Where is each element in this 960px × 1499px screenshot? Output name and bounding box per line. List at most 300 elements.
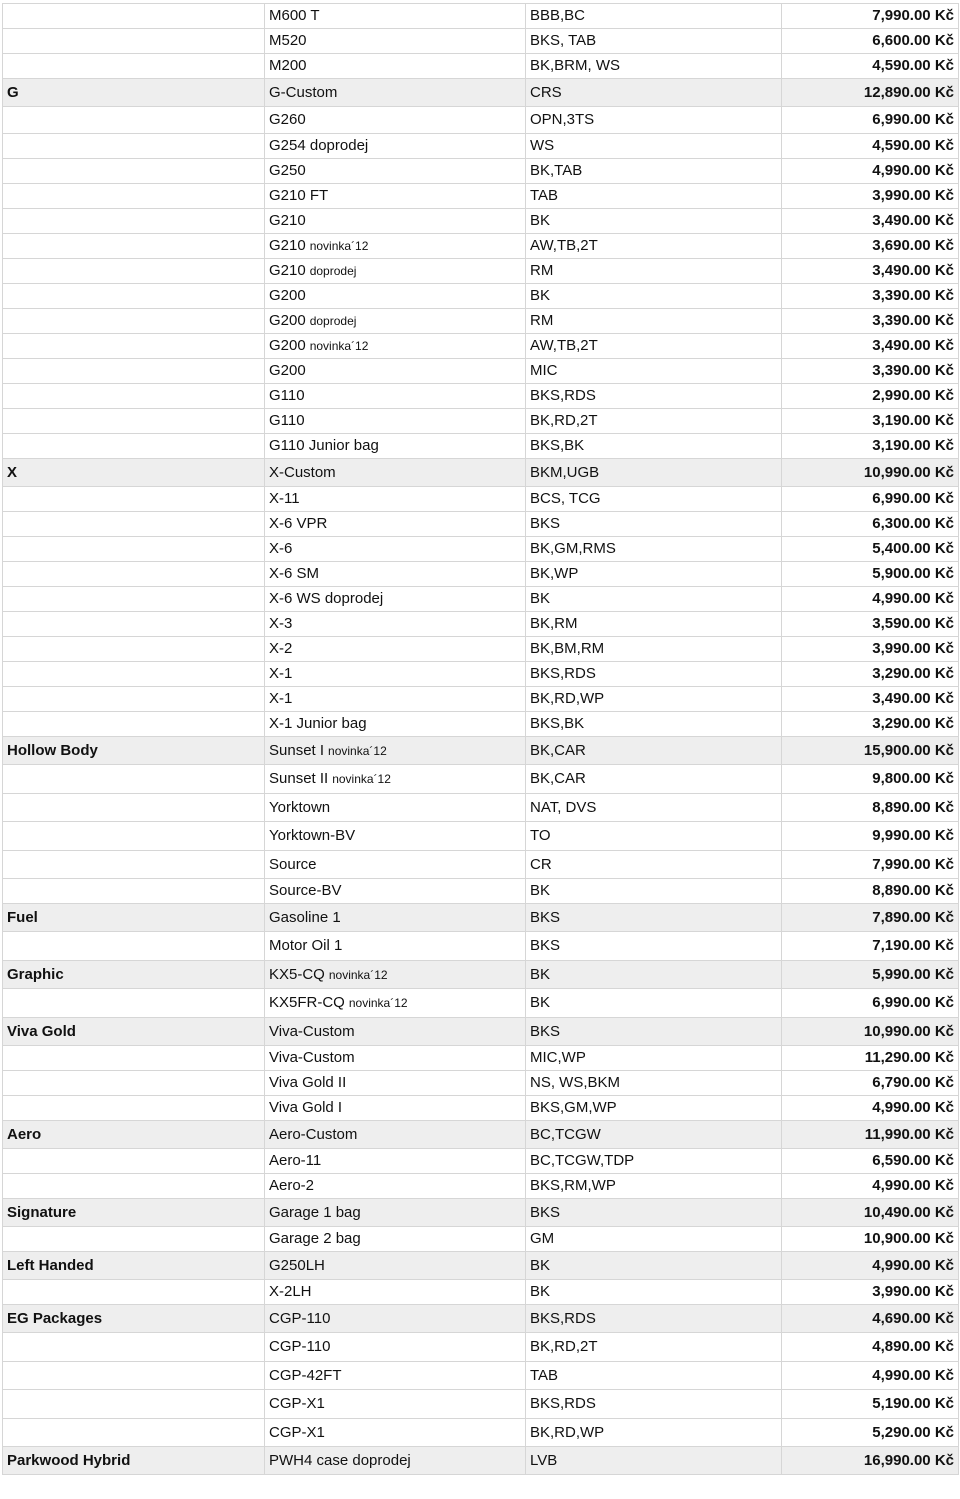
- price-cell: [782, 54, 959, 79]
- price-value: 11,290.00: [864, 1049, 931, 1066]
- color-codes-cell: BKS: [526, 1018, 782, 1046]
- currency-label: Kč: [934, 937, 954, 954]
- category-label-hollow-body: Hollow Body: [3, 737, 265, 765]
- color-codes-cell: BKS: [526, 932, 782, 961]
- color-codes-cell: BK: [526, 879, 782, 904]
- model-cell: [265, 4, 526, 29]
- color-codes-cell: BK,BRM, WS: [526, 54, 782, 79]
- price-value: 3,190.00: [872, 437, 931, 454]
- currency-label: Kč: [934, 57, 954, 74]
- price-cell: [782, 1280, 959, 1305]
- price-value: 3,390.00: [872, 312, 931, 329]
- color-codes-cell: RM: [526, 309, 782, 334]
- price-cell: [782, 737, 959, 765]
- model-cell: [265, 184, 526, 209]
- model-name: X-6 WS doprodej: [269, 590, 384, 607]
- category-cell-empty: [3, 1071, 265, 1096]
- model-name: Aero-11: [269, 1152, 322, 1169]
- price-cell: [782, 184, 959, 209]
- price-value: 7,990.00: [872, 855, 931, 873]
- price-value: 10,990.00: [863, 1022, 931, 1040]
- table-row: [3, 612, 959, 637]
- table-row: [3, 1280, 959, 1305]
- model-cell: [265, 54, 526, 79]
- model-name: Source: [269, 855, 317, 873]
- table-row: [3, 434, 959, 459]
- color-codes-cell: MIC: [526, 359, 782, 384]
- model-cell: [265, 359, 526, 384]
- price-value: 3,390.00: [872, 287, 931, 304]
- color-codes-cell: BK,BM,RM: [526, 637, 782, 662]
- table-row: [3, 904, 959, 932]
- model-name: Source-BV: [269, 882, 342, 899]
- model-cell: [265, 1252, 526, 1280]
- price-cell: [782, 904, 959, 932]
- currency-label: Kč: [934, 1395, 954, 1412]
- currency-label: Kč: [934, 908, 954, 926]
- price-value: 3,490.00: [872, 690, 931, 707]
- table-row: [3, 662, 959, 687]
- price-value: 3,190.00: [872, 412, 931, 429]
- model-name: Yorktown: [269, 798, 331, 816]
- price-cell: [782, 234, 959, 259]
- currency-label: Kč: [934, 1203, 954, 1221]
- price-value: 4,990.00: [872, 1256, 931, 1274]
- category-cell-empty: [3, 1390, 265, 1419]
- color-codes-cell: BK,TAB: [526, 159, 782, 184]
- model-cell: [265, 537, 526, 562]
- table-row: [3, 1447, 959, 1475]
- category-cell-empty: [3, 409, 265, 434]
- color-codes-cell: BK: [526, 284, 782, 309]
- model-name: G110: [269, 412, 305, 429]
- model-cell: [265, 234, 526, 259]
- color-codes-cell: BKS,BK: [526, 434, 782, 459]
- price-cell: [782, 79, 959, 107]
- category-cell-empty: [3, 1333, 265, 1362]
- currency-label: Kč: [934, 162, 954, 179]
- price-cell: [782, 1419, 959, 1447]
- price-value: 4,990.00: [872, 1177, 931, 1194]
- category-cell-empty: [3, 712, 265, 737]
- currency-label: Kč: [934, 1099, 954, 1116]
- category-label-parkwood-hybrid: Parkwood Hybrid: [3, 1447, 265, 1475]
- category-label-left-handed: Left Handed: [3, 1252, 265, 1280]
- category-cell-empty: [3, 794, 265, 822]
- currency-label: Kč: [934, 590, 954, 607]
- model-cell: [265, 512, 526, 537]
- price-cell: [782, 1149, 959, 1174]
- table-row: [3, 234, 959, 259]
- category-cell-empty: [3, 512, 265, 537]
- color-codes-cell: BKS, TAB: [526, 29, 782, 54]
- currency-label: Kč: [934, 1230, 954, 1247]
- table-row: [3, 637, 959, 662]
- model-name: G-Custom: [269, 83, 338, 101]
- color-codes-cell: RM: [526, 259, 782, 284]
- table-row: [3, 159, 959, 184]
- price-value: 3,990.00: [872, 640, 931, 657]
- color-codes-cell: NAT, DVS: [526, 794, 782, 822]
- price-value: 4,990.00: [872, 590, 931, 607]
- currency-label: Kč: [934, 1177, 954, 1194]
- currency-label: Kč: [934, 1152, 954, 1169]
- currency-label: Kč: [934, 741, 954, 759]
- price-value: 5,400.00: [872, 540, 931, 557]
- price-cell: [782, 409, 959, 434]
- currency-label: Kč: [934, 882, 954, 899]
- color-codes-cell: BK,GM,RMS: [526, 537, 782, 562]
- currency-label: Kč: [934, 640, 954, 657]
- currency-label: Kč: [934, 287, 954, 304]
- model-name: G210: [269, 212, 306, 229]
- category-cell-empty: [3, 359, 265, 384]
- color-codes-cell: BKS: [526, 904, 782, 932]
- price-value: 3,690.00: [872, 237, 931, 254]
- price-cell: [782, 434, 959, 459]
- model-name: G260: [269, 111, 306, 128]
- category-cell-empty: [3, 234, 265, 259]
- price-value: 7,990.00: [872, 7, 931, 24]
- table-row: [3, 587, 959, 612]
- model-cell: [265, 765, 526, 794]
- table-row: [3, 1071, 959, 1096]
- color-codes-cell: BKS,RDS: [526, 384, 782, 409]
- color-codes-cell: BK: [526, 1252, 782, 1280]
- table-row: [3, 459, 959, 487]
- model-name: X-Custom: [269, 463, 336, 481]
- price-value: 3,490.00: [872, 337, 931, 354]
- category-cell-empty: [3, 159, 265, 184]
- model-cell: [265, 1096, 526, 1121]
- category-cell-empty: [3, 851, 265, 879]
- table-row: [3, 1046, 959, 1071]
- price-cell: [782, 637, 959, 662]
- table-row: [3, 487, 959, 512]
- currency-label: Kč: [934, 1125, 954, 1143]
- category-cell-empty: [3, 537, 265, 562]
- currency-label: Kč: [934, 463, 954, 481]
- price-value: 6,790.00: [872, 1074, 931, 1091]
- model-cell: [265, 434, 526, 459]
- model-name: X-11: [269, 490, 300, 507]
- model-name: M200: [269, 57, 307, 74]
- model-cell: [265, 1305, 526, 1333]
- category-cell-empty: [3, 587, 265, 612]
- model-name: KX5FR-CQ: [269, 994, 345, 1011]
- currency-label: Kč: [934, 565, 954, 582]
- currency-label: Kč: [934, 490, 954, 507]
- model-name: G200: [269, 337, 306, 354]
- price-cell: [782, 587, 959, 612]
- model-cell: [265, 1390, 526, 1419]
- model-name: Yorktown-BV: [269, 827, 356, 844]
- model-name: X-1: [269, 690, 293, 707]
- currency-label: Kč: [934, 437, 954, 454]
- table-row: [3, 879, 959, 904]
- category-cell-empty: [3, 309, 265, 334]
- color-codes-cell: WS: [526, 134, 782, 159]
- category-cell-empty: [3, 1149, 265, 1174]
- price-value: 4,990.00: [872, 1366, 931, 1384]
- price-cell: [782, 1252, 959, 1280]
- price-list-table: [2, 3, 959, 1475]
- model-cell: [265, 1199, 526, 1227]
- category-cell-empty: [3, 107, 265, 134]
- category-label-graphic: Graphic: [3, 961, 265, 989]
- color-codes-cell: BKS: [526, 512, 782, 537]
- price-cell: [782, 4, 959, 29]
- price-value: 4,990.00: [872, 162, 931, 179]
- color-codes-cell: BK: [526, 587, 782, 612]
- currency-label: Kč: [934, 665, 954, 682]
- price-value: 9,990.00: [872, 827, 931, 844]
- price-value: 3,990.00: [872, 1283, 931, 1300]
- category-cell-empty: [3, 612, 265, 637]
- table-row: [3, 4, 959, 29]
- model-name: Gasoline 1: [269, 908, 341, 926]
- price-cell: [782, 309, 959, 334]
- model-cell: [265, 637, 526, 662]
- category-label-g: G: [3, 79, 265, 107]
- table-row: [3, 1121, 959, 1149]
- table-row: [3, 687, 959, 712]
- price-value: 3,590.00: [872, 615, 931, 632]
- currency-label: Kč: [934, 111, 954, 128]
- model-name: G250LH: [269, 1256, 325, 1274]
- currency-label: Kč: [934, 965, 954, 983]
- category-label-eg-packages: EG Packages: [3, 1305, 265, 1333]
- price-cell: [782, 879, 959, 904]
- category-cell-empty: [3, 1046, 265, 1071]
- price-cell: [782, 961, 959, 989]
- model-name: Viva-Custom: [269, 1022, 355, 1040]
- table-row: [3, 537, 959, 562]
- price-value: 3,490.00: [872, 212, 931, 229]
- table-row: [3, 1305, 959, 1333]
- model-name: G200: [269, 287, 306, 304]
- table-row: [3, 1362, 959, 1390]
- price-value: 6,990.00: [872, 111, 931, 128]
- model-name: KX5-CQ: [269, 965, 325, 983]
- table-row: [3, 1419, 959, 1447]
- table-row: [3, 184, 959, 209]
- model-cell: [265, 259, 526, 284]
- model-name: Aero-Custom: [269, 1125, 358, 1143]
- model-name: X-6: [269, 540, 293, 557]
- color-codes-cell: BKS,RDS: [526, 1305, 782, 1333]
- currency-label: Kč: [934, 312, 954, 329]
- color-codes-cell: BK,RD,WP: [526, 1419, 782, 1447]
- model-cell: [265, 587, 526, 612]
- model-cell: [265, 932, 526, 961]
- category-cell-empty: [3, 1227, 265, 1252]
- category-cell-empty: [3, 334, 265, 359]
- currency-label: Kč: [934, 1451, 954, 1469]
- model-cell: [265, 1046, 526, 1071]
- price-value: 8,890.00: [872, 798, 931, 816]
- price-cell: [782, 851, 959, 879]
- price-cell: [782, 765, 959, 794]
- color-codes-cell: TAB: [526, 1362, 782, 1390]
- price-cell: [782, 1199, 959, 1227]
- category-cell-empty: [3, 259, 265, 284]
- model-cell: [265, 487, 526, 512]
- price-cell: [782, 794, 959, 822]
- price-cell: [782, 107, 959, 134]
- model-cell: [265, 961, 526, 989]
- currency-label: Kč: [934, 798, 954, 816]
- currency-label: Kč: [934, 1283, 954, 1300]
- color-codes-cell: BK,WP: [526, 562, 782, 587]
- category-label-x: X: [3, 459, 265, 487]
- model-name: Sunset I: [269, 741, 325, 759]
- price-cell: [782, 612, 959, 637]
- table-row: [3, 134, 959, 159]
- color-codes-cell: GM: [526, 1227, 782, 1252]
- model-name: X-3: [269, 615, 293, 632]
- color-codes-cell: BK,RM: [526, 612, 782, 637]
- model-cell: [265, 1071, 526, 1096]
- table-row: [3, 309, 959, 334]
- currency-label: Kč: [934, 187, 954, 204]
- category-cell-empty: [3, 765, 265, 794]
- currency-label: Kč: [934, 137, 954, 154]
- model-name: Garage 1 bag: [269, 1203, 361, 1221]
- table-row: [3, 384, 959, 409]
- model-name: Viva Gold I: [269, 1099, 343, 1116]
- currency-label: Kč: [934, 690, 954, 707]
- color-codes-cell: BK: [526, 1280, 782, 1305]
- table-row: [3, 334, 959, 359]
- price-value: 3,290.00: [872, 665, 931, 682]
- table-row: [3, 54, 959, 79]
- category-cell-empty: [3, 434, 265, 459]
- currency-label: Kč: [934, 32, 954, 49]
- model-cell: [265, 459, 526, 487]
- color-codes-cell: BK,CAR: [526, 765, 782, 794]
- category-cell-empty: [3, 54, 265, 79]
- currency-label: Kč: [934, 83, 954, 101]
- model-note: doprodej: [309, 264, 357, 278]
- color-codes-cell: BK,RD,2T: [526, 1333, 782, 1362]
- model-name: G110: [269, 387, 305, 404]
- model-name: G250: [269, 162, 306, 179]
- category-cell-empty: [3, 637, 265, 662]
- category-cell-empty: [3, 562, 265, 587]
- category-cell-empty: [3, 29, 265, 54]
- currency-label: Kč: [934, 715, 954, 732]
- price-cell: [782, 459, 959, 487]
- price-value: 15,900.00: [863, 741, 931, 759]
- price-value: 11,990.00: [864, 1125, 931, 1143]
- model-note: novinka´12: [332, 772, 391, 786]
- table-row: [3, 1252, 959, 1280]
- price-value: 3,390.00: [872, 362, 931, 379]
- color-codes-cell: NS, WS,BKM: [526, 1071, 782, 1096]
- currency-label: Kč: [934, 262, 954, 279]
- currency-label: Kč: [934, 994, 954, 1011]
- price-cell: [782, 1174, 959, 1199]
- model-cell: [265, 79, 526, 107]
- price-value: 6,300.00: [872, 515, 931, 532]
- model-cell: [265, 1227, 526, 1252]
- model-cell: [265, 794, 526, 822]
- currency-label: Kč: [934, 237, 954, 254]
- model-cell: [265, 1280, 526, 1305]
- price-value: 4,590.00: [872, 57, 931, 74]
- color-codes-cell: BK,RD,WP: [526, 687, 782, 712]
- price-value: 7,190.00: [872, 937, 931, 954]
- price-value: 10,490.00: [863, 1203, 931, 1221]
- model-cell: [265, 712, 526, 737]
- model-cell: [265, 1419, 526, 1447]
- price-cell: [782, 259, 959, 284]
- category-cell-empty: [3, 1419, 265, 1447]
- category-cell-empty: [3, 989, 265, 1018]
- model-name: X-6 VPR: [269, 515, 328, 532]
- price-value: 5,290.00: [872, 1423, 931, 1441]
- category-label-signature: Signature: [3, 1199, 265, 1227]
- model-name: X-6 SM: [269, 565, 320, 582]
- category-cell-empty: [3, 932, 265, 961]
- color-codes-cell: BK: [526, 209, 782, 234]
- color-codes-cell: AW,TB,2T: [526, 334, 782, 359]
- model-name: Viva Gold II: [269, 1074, 347, 1091]
- table-row: [3, 562, 959, 587]
- currency-label: Kč: [934, 1022, 954, 1040]
- price-cell: [782, 1071, 959, 1096]
- table-row: [3, 409, 959, 434]
- table-row: [3, 851, 959, 879]
- model-name: X-1 Junior bag: [269, 715, 367, 732]
- price-value: 4,890.00: [872, 1338, 931, 1355]
- price-cell: [782, 712, 959, 737]
- model-note: doprodej: [309, 314, 357, 328]
- model-name: Sunset II: [269, 770, 329, 787]
- category-cell-empty: [3, 4, 265, 29]
- price-cell: [782, 134, 959, 159]
- table-row: [3, 1333, 959, 1362]
- price-value: 4,990.00: [872, 1099, 931, 1116]
- currency-label: Kč: [934, 515, 954, 532]
- price-value: 12,890.00: [863, 83, 931, 101]
- table-row: [3, 737, 959, 765]
- table-row: [3, 932, 959, 961]
- model-name: CGP-X1: [269, 1423, 325, 1441]
- model-cell: [265, 384, 526, 409]
- price-cell: [782, 1362, 959, 1390]
- model-name: Aero-2: [269, 1177, 315, 1194]
- model-name: Viva-Custom: [269, 1049, 355, 1066]
- model-name: M520: [269, 32, 307, 49]
- color-codes-cell: BKS,RDS: [526, 662, 782, 687]
- category-cell-empty: [3, 134, 265, 159]
- price-cell: [782, 1018, 959, 1046]
- price-cell: [782, 29, 959, 54]
- model-name: CGP-110: [269, 1309, 331, 1327]
- price-cell: [782, 487, 959, 512]
- model-name: M600 T: [269, 7, 320, 24]
- color-codes-cell: BKS,RM,WP: [526, 1174, 782, 1199]
- category-cell-empty: [3, 662, 265, 687]
- category-cell-empty: [3, 184, 265, 209]
- price-value: 5,900.00: [872, 565, 931, 582]
- model-cell: [265, 989, 526, 1018]
- model-cell: [265, 1174, 526, 1199]
- currency-label: Kč: [934, 7, 954, 24]
- price-cell: [782, 1333, 959, 1362]
